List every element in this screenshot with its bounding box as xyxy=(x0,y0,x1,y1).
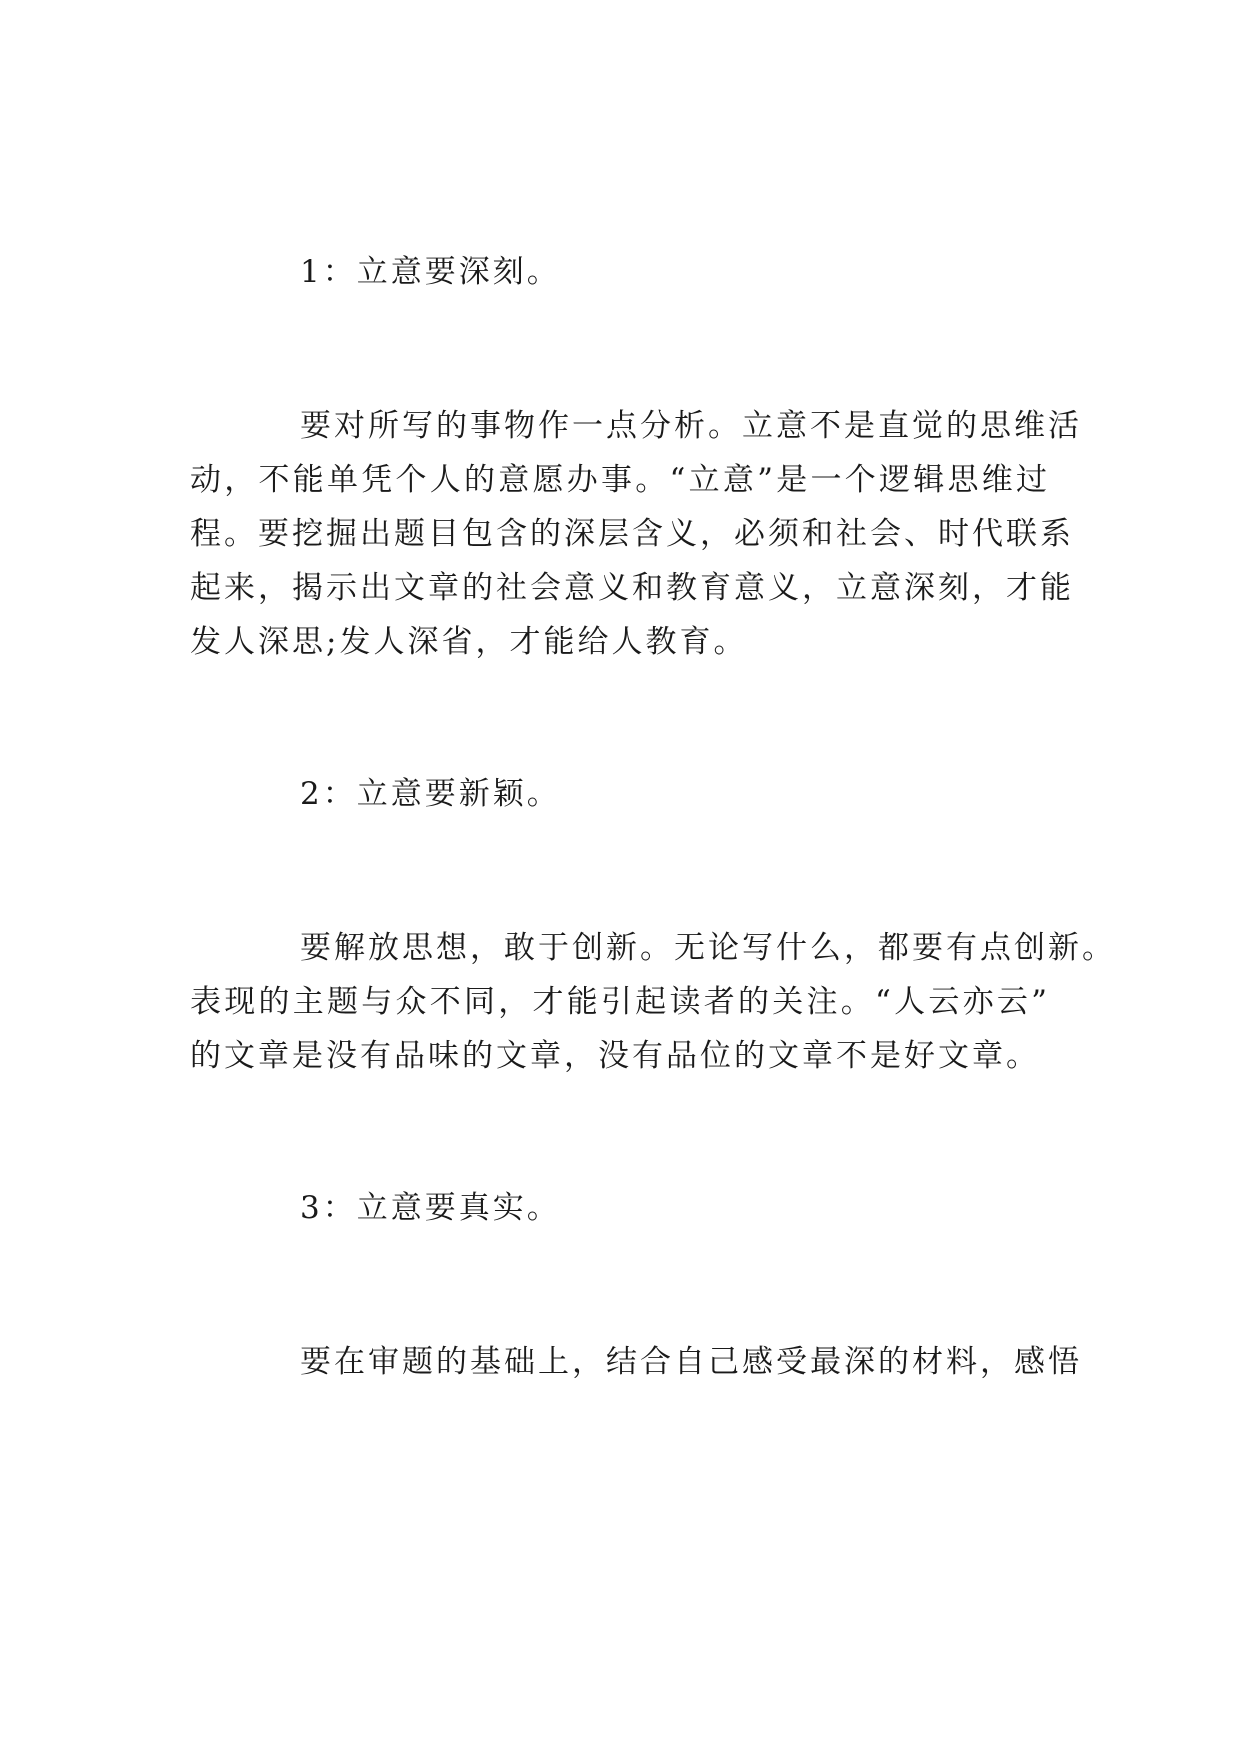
paragraph-line: 动，不能单凭个人的意愿办事。“立意”是一个逻辑思维过 xyxy=(190,462,1050,498)
section-heading-3: 3：立意要真实。 xyxy=(300,1190,561,1226)
paragraph-line: 起来，揭示出文章的社会意义和教育意义，立意深刻，才能 xyxy=(190,570,1074,606)
section-heading-1: 1：立意要深刻。 xyxy=(300,254,561,290)
paragraph-line: 程。要挖掘出题目包含的深层含义，必须和社会、时代联系 xyxy=(190,516,1074,552)
paragraph-line: 要解放思想，敢于创新。无论写什么，都要有点创新。 xyxy=(300,930,1116,966)
section-heading-2: 2：立意要新颖。 xyxy=(300,776,561,812)
paragraph-line: 的文章是没有品味的文章，没有品位的文章不是好文章。 xyxy=(190,1038,1040,1074)
paragraph-line: 发人深思;发人深省，才能给人教育。 xyxy=(190,624,748,660)
paragraph-line: 要对所写的事物作一点分析。立意不是直觉的思维活 xyxy=(300,408,1082,444)
paragraph-line: 要在审题的基础上，结合自己感受最深的材料，感悟 xyxy=(300,1344,1082,1380)
paragraph-line: 表现的主题与众不同，才能引起读者的关注。“人云亦云” xyxy=(190,984,1050,1020)
